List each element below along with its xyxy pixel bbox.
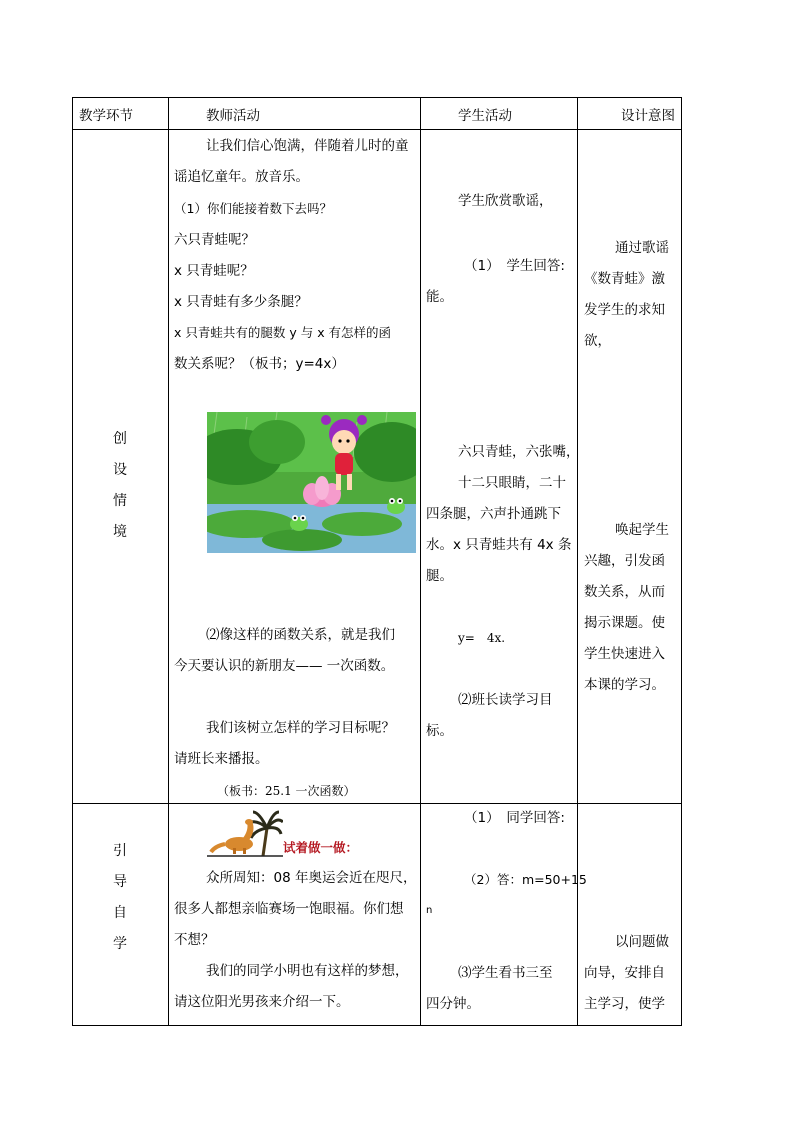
teacher-line: 请班长来播报。 bbox=[174, 751, 269, 767]
header-section: 教学环节 bbox=[73, 98, 169, 130]
section-char: 引 bbox=[113, 843, 127, 859]
section-char: 创 bbox=[113, 431, 127, 447]
section-char: 设 bbox=[113, 462, 127, 478]
try-it-banner: 试着做一做： bbox=[283, 840, 359, 855]
student-activity-cell bbox=[421, 804, 587, 1026]
teacher-line: x 只青蛙共有的腿数 y 与 x 有怎样的函 bbox=[174, 325, 392, 340]
intent-line: 数关系，从而 bbox=[584, 584, 665, 600]
header-row bbox=[73, 98, 682, 130]
section-cell bbox=[73, 804, 169, 1026]
intent-line: 《数青蛙》激 bbox=[584, 271, 665, 287]
student-line: （1） 学生回答: bbox=[464, 258, 565, 274]
teacher-line: 数关系呢？（板书；y=4x） bbox=[174, 356, 345, 372]
student-line: 六只青蛙，六张嘴， bbox=[458, 444, 580, 460]
teacher-line: 我们该树立怎样的学习目标呢？ bbox=[206, 720, 395, 736]
student-line: 学生欣赏歌谣， bbox=[458, 193, 553, 209]
teacher-line: 谣追忆童年。放音乐。 bbox=[174, 169, 309, 185]
intent-line: 主学习，使学 bbox=[584, 996, 665, 1012]
intent-line: 本课的学习。 bbox=[584, 677, 665, 693]
student-line: 四条腿，六声扑通跳下 bbox=[426, 506, 561, 522]
teacher-line: 不想？ bbox=[174, 932, 215, 948]
header-teacher: 教师活动 bbox=[169, 98, 421, 130]
teacher-line: 我们的同学小明也有这样的梦想， bbox=[206, 963, 409, 979]
student-line: 标。 bbox=[426, 723, 453, 739]
student-line: n bbox=[426, 905, 433, 916]
student-line: ⑵班长读学习目 bbox=[458, 692, 553, 708]
section-char: 情 bbox=[113, 493, 127, 509]
section-cell bbox=[73, 130, 169, 804]
design-intent-cell bbox=[578, 804, 682, 1026]
design-intent-cell bbox=[578, 130, 682, 804]
teacher-activity-cell bbox=[169, 130, 421, 804]
section-char: 导 bbox=[113, 874, 127, 890]
teacher-line: 让我们信心饱满，伴随着儿时的童 bbox=[206, 138, 409, 154]
teacher-line: ⑵像这样的函数关系，就是我们 bbox=[206, 627, 395, 643]
section-char: 境 bbox=[113, 524, 127, 540]
section-char: 自 bbox=[113, 905, 127, 921]
teacher-line: 六只青蛙呢？ bbox=[174, 232, 255, 248]
intent-line: 向导，安排自 bbox=[584, 965, 665, 981]
intent-line: 发学生的求知 bbox=[584, 302, 665, 318]
header-student: 学生活动 bbox=[421, 98, 578, 130]
student-line: y= 4x. bbox=[458, 631, 506, 645]
teacher-line: （1）你们能接着数下去吗？ bbox=[174, 201, 332, 216]
intent-line: 揭示课题。使 bbox=[584, 615, 665, 631]
header-intent: 设计意图 bbox=[578, 98, 682, 130]
row-create-situation bbox=[73, 130, 682, 804]
intent-line: 唤起学生 bbox=[615, 522, 669, 538]
teacher-line: 请这位阳光男孩来介绍一下。 bbox=[174, 994, 350, 1010]
teacher-line: 众所周知：08 年奥运会近在咫尺， bbox=[206, 870, 417, 886]
student-line: ⑶学生看书三至 bbox=[458, 965, 553, 981]
student-line: 水。x 只青蛙共有 4x 条 bbox=[426, 537, 572, 553]
row-guided-self-study bbox=[73, 804, 682, 1026]
frog-song-illustration bbox=[207, 412, 416, 553]
teacher-line: x 只青蛙有多少条腿？ bbox=[174, 294, 308, 310]
dinosaur-palm-icon bbox=[207, 810, 283, 858]
intent-line: 以问题做 bbox=[615, 934, 669, 950]
teacher-activity-cell bbox=[169, 804, 421, 1026]
student-line: （1） 同学回答: bbox=[464, 810, 565, 826]
student-activity-cell bbox=[421, 130, 578, 804]
student-line: 腿。 bbox=[426, 568, 453, 584]
student-line: （2）答：m=50+15 bbox=[464, 872, 587, 887]
section-char: 学 bbox=[113, 936, 127, 952]
student-line: 四分钟。 bbox=[426, 996, 480, 1012]
teacher-line: （板书：25.1 一次函数） bbox=[217, 784, 356, 798]
teacher-line: 今天要认识的新朋友—— 一次函数。 bbox=[174, 658, 395, 674]
teacher-line: x 只青蛙呢？ bbox=[174, 263, 254, 279]
teacher-line: 很多人都想亲临赛场一饱眼福。你们想 bbox=[174, 901, 404, 917]
intent-line: 欲， bbox=[584, 333, 611, 349]
intent-line: 通过歌谣 bbox=[615, 240, 669, 256]
intent-line: 兴趣，引发函 bbox=[584, 553, 665, 569]
intent-line: 学生快速进入 bbox=[584, 646, 665, 662]
student-line: 十二只眼睛，二十 bbox=[458, 475, 566, 491]
lesson-plan-table bbox=[72, 97, 682, 1026]
student-line: 能。 bbox=[426, 289, 453, 305]
